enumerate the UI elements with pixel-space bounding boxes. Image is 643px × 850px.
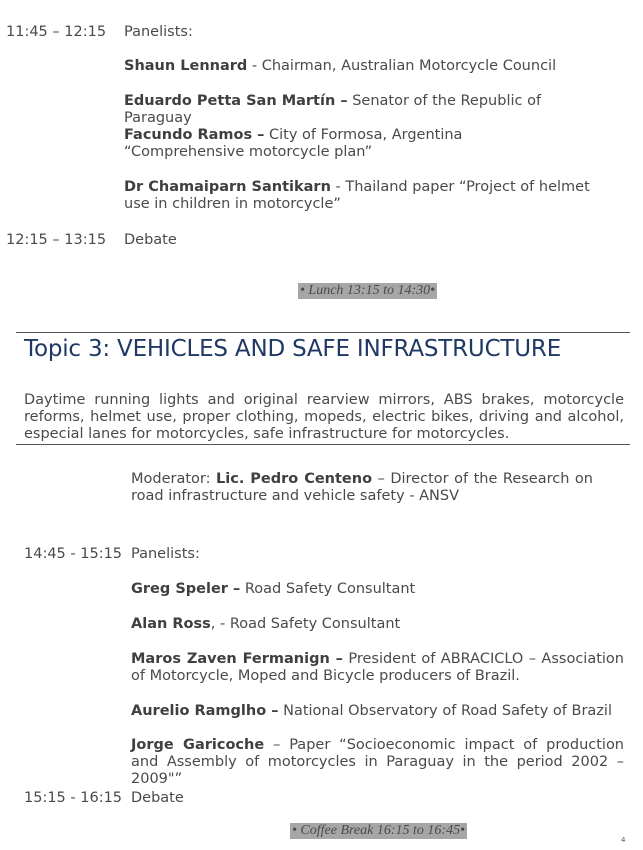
topic3-panelist <box>131 616 624 633</box>
panelist-separator: - <box>330 179 346 195</box>
topic3-debate-label: Debate <box>131 790 184 806</box>
panelist-role: Senator of the Republic of Paraguay <box>124 93 542 126</box>
moderator-label: Moderator: <box>131 471 217 487</box>
panelist-name: Aurelio Ramglho – <box>131 703 279 719</box>
panelist-separator: - <box>247 58 262 74</box>
panelist-name: Dr Chamaiparn Santikarn <box>124 179 331 195</box>
panelist-name: Eduardo Petta San Martín – <box>124 93 348 109</box>
panelist-separator: – <box>264 737 290 753</box>
moderator-name: Lic. Pedro Centeno <box>216 471 373 487</box>
topic3-panelist <box>131 737 624 788</box>
panelist-role: Road Safety Consultant <box>229 616 401 632</box>
panelist-role: Road Safety Consultant <box>244 581 416 597</box>
session1-panelists-label: Panelists: <box>124 24 193 40</box>
panelist-role: Chairman, Australian Motorcycle Council <box>261 58 557 74</box>
session1-debate-time: 12:15 – 13:15 <box>6 232 107 248</box>
panelist-name: Shaun Lennard <box>124 58 248 74</box>
topic3-debate-time: 15:15 - 16:15 <box>24 790 123 806</box>
panelist-name: Alan Ross <box>131 616 211 632</box>
panelist-name: Greg Speler – <box>131 581 241 597</box>
panelist-separator: , - <box>210 616 230 632</box>
topic-title: Topic 3: VEHICLES AND SAFE INFRASTRUCTURE <box>24 336 562 362</box>
topic3-panelist <box>131 581 624 598</box>
session1-panelist <box>124 127 564 161</box>
panelist-role: Paper “Socioeconomic impact of production and Assembly of motorcycles in Paraguay in the period 2002 – 2009"” <box>131 737 625 787</box>
panelist-role: Thailand paper “Project of helmet use in children in motorcycle” <box>124 179 590 212</box>
topic3-panel-time: 14:45 - 15:15 <box>24 546 123 562</box>
moderator-role: – Director of the Research on road infrastructure and vehicle safety - ANSV <box>131 471 593 504</box>
topic-bottom-rule <box>16 444 630 445</box>
panelist-name: Maros Zaven Fermanign – <box>131 651 343 667</box>
session1-panelist <box>124 179 594 213</box>
topic-top-rule <box>16 332 630 333</box>
session1-panel-time: 11:45 – 12:15 <box>6 24 107 40</box>
panelist-name: Jorge Garicoche <box>131 737 265 753</box>
topic3-panelist <box>131 703 624 720</box>
session1-debate-label: Debate <box>124 232 177 248</box>
session1-panelist <box>124 93 584 127</box>
panelist-role: City of Formosa, Argentina “Comprehensive motorcycle plan” <box>124 127 463 160</box>
panelist-role: National Observatory of Road Safety of Brazil <box>283 703 612 719</box>
panelist-name: Facundo Ramos – <box>124 127 265 143</box>
panelist-role: President of ABRACICLO – Association of Motorcycle, Moped and Bicycle producers of Brazil. <box>131 651 624 684</box>
topic3-panelist <box>131 651 624 685</box>
topic-summary: Daytime running lights and original rearview mirrors, ABS brakes, motorcycle reforms, helmet use, proper clothing, mopeds, electric bikes, driving and alcohol, especial lanes for motorcycles, safe infrastructure for motorcycles. <box>24 392 624 442</box>
lunch-break-banner: • Lunch 13:15 to 14:30• <box>300 283 436 298</box>
session1-panelist <box>124 58 584 75</box>
page-number: 4 <box>621 836 626 844</box>
coffee-break-banner: • Coffee Break 16:15 to 16:45• <box>292 823 465 838</box>
moderator-line <box>131 471 593 505</box>
topic3-panelists-label: Panelists: <box>131 546 200 562</box>
